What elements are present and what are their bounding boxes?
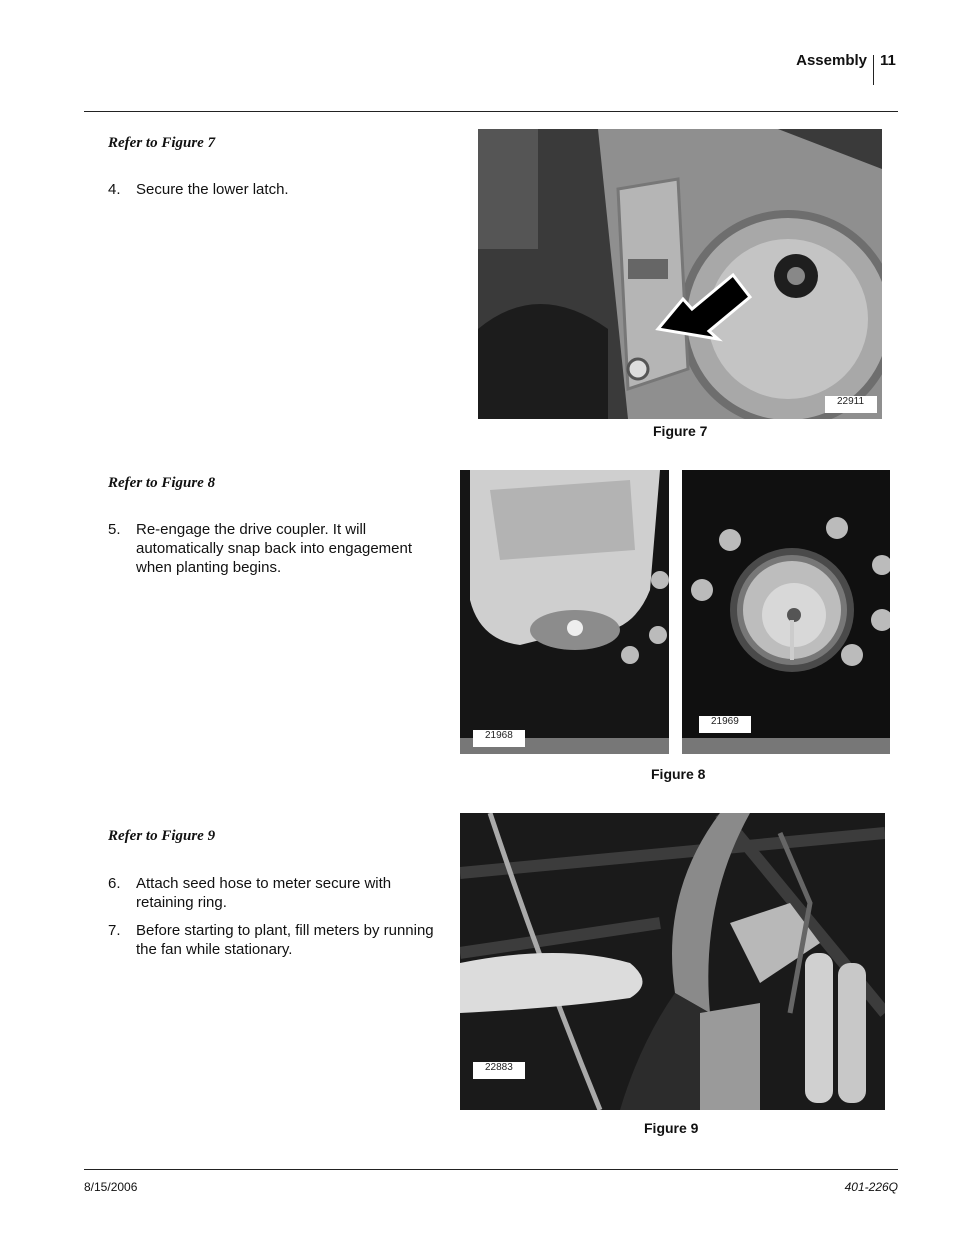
footer-rule [84,1169,898,1170]
step-number: 6. [108,875,121,892]
step-number: 7. [108,922,121,939]
step-text: Secure the lower latch. [136,181,289,198]
header-divider [873,55,874,85]
photo-id-label: 22911 [825,396,877,413]
drive-coupler-illustration [682,470,890,754]
figure-reference: Refer to Figure 7 [108,135,216,151]
figure-8-photo-right [682,470,890,754]
meter-latch-illustration [478,129,882,419]
photo-id-label: 21968 [473,730,525,747]
figure-caption: Figure 9 [644,1120,699,1136]
document-number: 401-226Q [844,1180,898,1194]
photo-id-label: 22883 [473,1062,525,1079]
footer-date: 8/15/2006 [84,1180,138,1194]
figure-reference: Refer to Figure 9 [108,828,216,844]
step-item [108,520,438,577]
figure-caption: Figure 7 [653,423,708,439]
page-number: 11 [880,52,896,69]
step-number: 5. [108,521,121,538]
step-item [108,874,438,912]
step-text: Attach seed hose to meter secure with retaining ring. [136,875,392,911]
step-text: Before starting to plant, fill meters by running the fan while stationary. [136,922,434,958]
section-title: Assembly [796,52,867,69]
figure-caption: Figure 8 [651,766,706,782]
step-number: 4. [108,181,121,198]
header-rule [84,111,898,112]
hand-on-coupler-illustration [460,470,669,754]
photo-id-label: 21969 [699,716,751,733]
figure-8-photo-left [460,470,669,754]
step-item [108,921,438,959]
figure-reference: Refer to Figure 8 [108,475,216,491]
figure-7-photo [478,129,882,419]
step-item [108,180,438,199]
step-text: Re-engage the drive coupler. It will automatically snap back into engagement when planting begins. [136,521,413,576]
